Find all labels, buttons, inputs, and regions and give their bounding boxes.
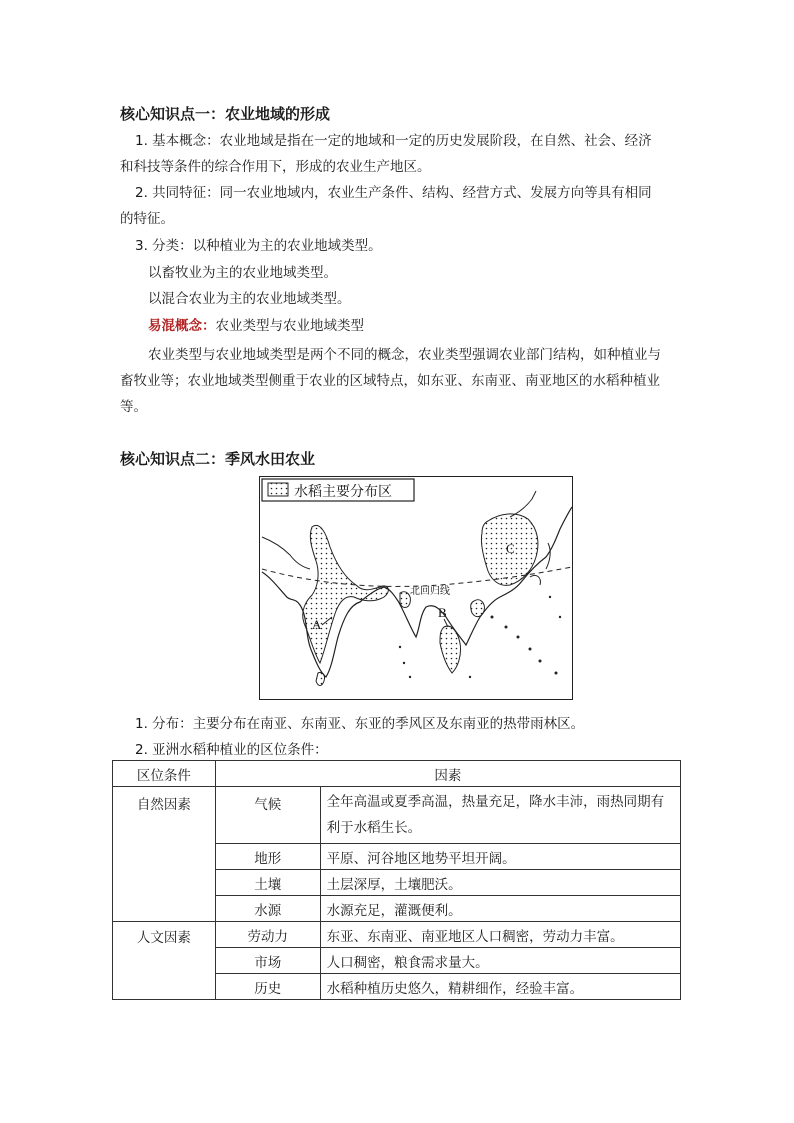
- confuse-label: 易混概念：: [148, 318, 216, 334]
- s1-para1: 农业类型与农业地域类型是两个不同的概念，农业类型强调农业部门结构，如种植业与: [148, 347, 661, 363]
- rice-distribution-map: [259, 476, 573, 700]
- s2-item1: 1. 分布：主要分布在南亚、东南亚、东亚的季风区及东南亚的热带雨林区。: [135, 716, 585, 732]
- s1-item3-c: 以混合农业为主的农业地域类型。: [148, 291, 351, 307]
- desc-cell: 人口稠密，粮食需求量大。: [320, 948, 680, 974]
- table-row: [113, 787, 681, 844]
- s1-para2: 畜牧业等；农业地域类型侧重于农业的区域特点，如东亚、东南亚、南亚地区的水稻种植业: [120, 373, 660, 389]
- factor-cell: 地形: [215, 844, 320, 870]
- factor-cell: 历史: [215, 974, 320, 1000]
- table-header-row: [113, 761, 681, 787]
- rice-region-sri-lanka: [316, 672, 325, 685]
- desc-cell: 土层深厚，土壤肥沃。: [320, 870, 680, 896]
- factor-cell: 水源: [215, 896, 320, 922]
- s1-item1: 1. 基本概念：农业地域是指在一定的地域和一定的历史发展阶段，在自然、社会、经济: [135, 133, 652, 149]
- section2-title: 核心知识点二：季风水田农业: [120, 450, 316, 468]
- desc-line: 利于水稻生长。: [326, 820, 422, 836]
- confuse-line: [148, 313, 364, 339]
- desc-cell: [320, 787, 680, 844]
- desc-cell: 水稻种植历史悠久，精耕细作，经验丰富。: [320, 974, 680, 1000]
- s1-item3-b: 以畜牧业为主的农业地域类型。: [148, 265, 337, 281]
- rice-region-philippines: [471, 600, 485, 617]
- desc-cell: 东亚、东南亚、南亚地区人口稠密，劳动力丰富。: [320, 922, 680, 948]
- taiwan-outline: [530, 575, 540, 585]
- s1-para3: 等。: [120, 399, 147, 415]
- asia-map-graphic: [260, 477, 572, 699]
- label-c: C: [506, 541, 515, 556]
- desc-cell: 平原、河谷地区地势平坦开阔。: [320, 844, 680, 870]
- s1-item3: 3. 分类：以种植业为主的农业地域类型。: [135, 238, 382, 254]
- s1-item2-cont: 的特征。: [120, 211, 174, 227]
- group-natural: 自然因素: [113, 787, 216, 922]
- desc-cell: 水源充足，灌溉便利。: [320, 896, 680, 922]
- factor-cell: 气候: [215, 787, 320, 844]
- s1-item2: 2. 共同特征：同一农业地域内，农业生产条件、结构、经营方式、发展方向等具有相同: [135, 185, 652, 201]
- coastline-west: [262, 537, 310, 569]
- label-b: B: [438, 605, 447, 620]
- factor-cell: 土壤: [215, 870, 320, 896]
- table-row: [113, 922, 681, 948]
- header-factors: 因素: [215, 761, 680, 787]
- factor-cell: 劳动力: [215, 922, 320, 948]
- header-location-conditions: 区位条件: [113, 761, 216, 787]
- s1-item1-cont: 和科技等条件的综合作用下，形成的农业生产地区。: [120, 159, 431, 175]
- group-human: 人文因素: [113, 922, 216, 1000]
- factor-cell: 市场: [215, 948, 320, 974]
- coastline-korea: [510, 491, 536, 517]
- location-conditions-table: [112, 760, 681, 1000]
- section1-title: 核心知识点一：农业地域的形成: [120, 105, 331, 123]
- confuse-text: 农业类型与农业地域类型: [215, 318, 364, 334]
- rice-region-bangladesh: [400, 592, 410, 608]
- legend-label: 水稻主要分布区: [294, 483, 392, 499]
- desc-line: 全年高温或夏季高温，热量充足，降水丰沛，雨热同期有: [326, 794, 665, 810]
- s2-item2: 2. 亚洲水稻种植业的区位条件：: [135, 742, 328, 758]
- tropic-label: 北回归线: [410, 586, 450, 597]
- rice-region-south-asia: [303, 525, 389, 663]
- label-a: A: [312, 617, 322, 632]
- legend-swatch: [268, 483, 288, 496]
